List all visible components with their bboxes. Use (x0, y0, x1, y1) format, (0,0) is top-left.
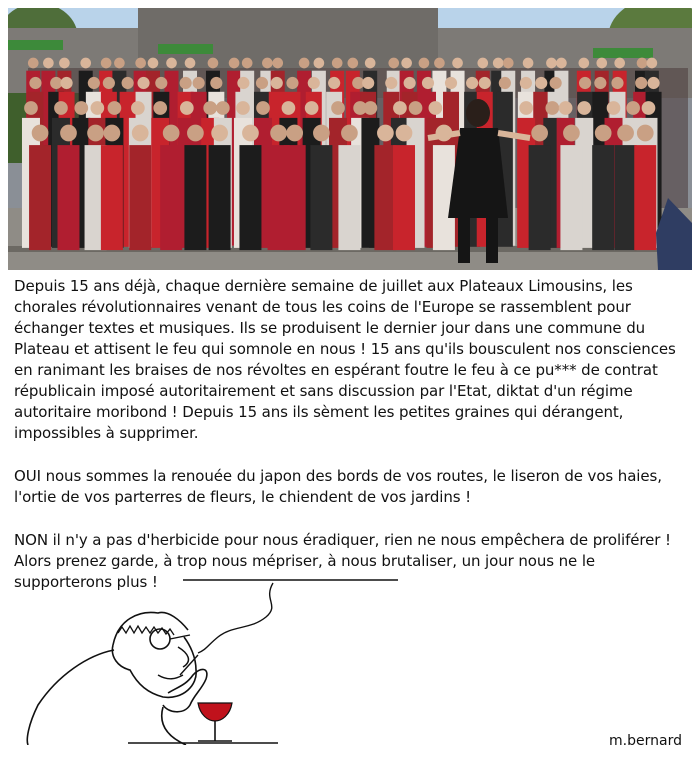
choir-photo (8, 8, 692, 270)
article-paragraph-1: Depuis 15 ans déjà, chaque dernière semaine de juillet aux Plateaux Limousins, les chorales révolutionnaires venant de tous les coins de l'Europe se rassemblent pour échanger textes et musiques. Ils se produisent le dernier jour dans une commune du Plateau et attisent le feu qui somnole en nous ! 15 ans qu'ils bousculent nos consciences en ranimant les braises de nos révoltes en espérant foutre le feu à ce pu*** de contrat républicain imposé autoritairement et sans discussion par l'Etat, diktat d'un régime autoritaire moribond ! Depuis 15 ans ils sèment les petites graines qui dérangent, impossibles à supprimer. (14, 277, 676, 442)
article-paragraph-2: OUI nous sommes la renouée du japon des bords de vos routes, le liseron de vos haies, l'ortie de vos parterres de fleurs, le chiendent de vos jardins ! (14, 467, 662, 506)
cartoon-drawing (18, 575, 418, 745)
article-text (14, 276, 690, 615)
artist-signature: m.bernard (609, 733, 682, 749)
article-paragraph-3: NON il n'y a pas d'herbicide pour nous éradiquer, rien ne nous empêchera de proliférer ! Alors prenez garde, à trop nous mépriser, à nous brutaliser, un jour nous ne le supporterons plus ! (14, 531, 671, 591)
choir-crowd-photo-icon (8, 8, 692, 270)
thinking-man-with-wine-glass-drawing-icon (18, 575, 418, 745)
